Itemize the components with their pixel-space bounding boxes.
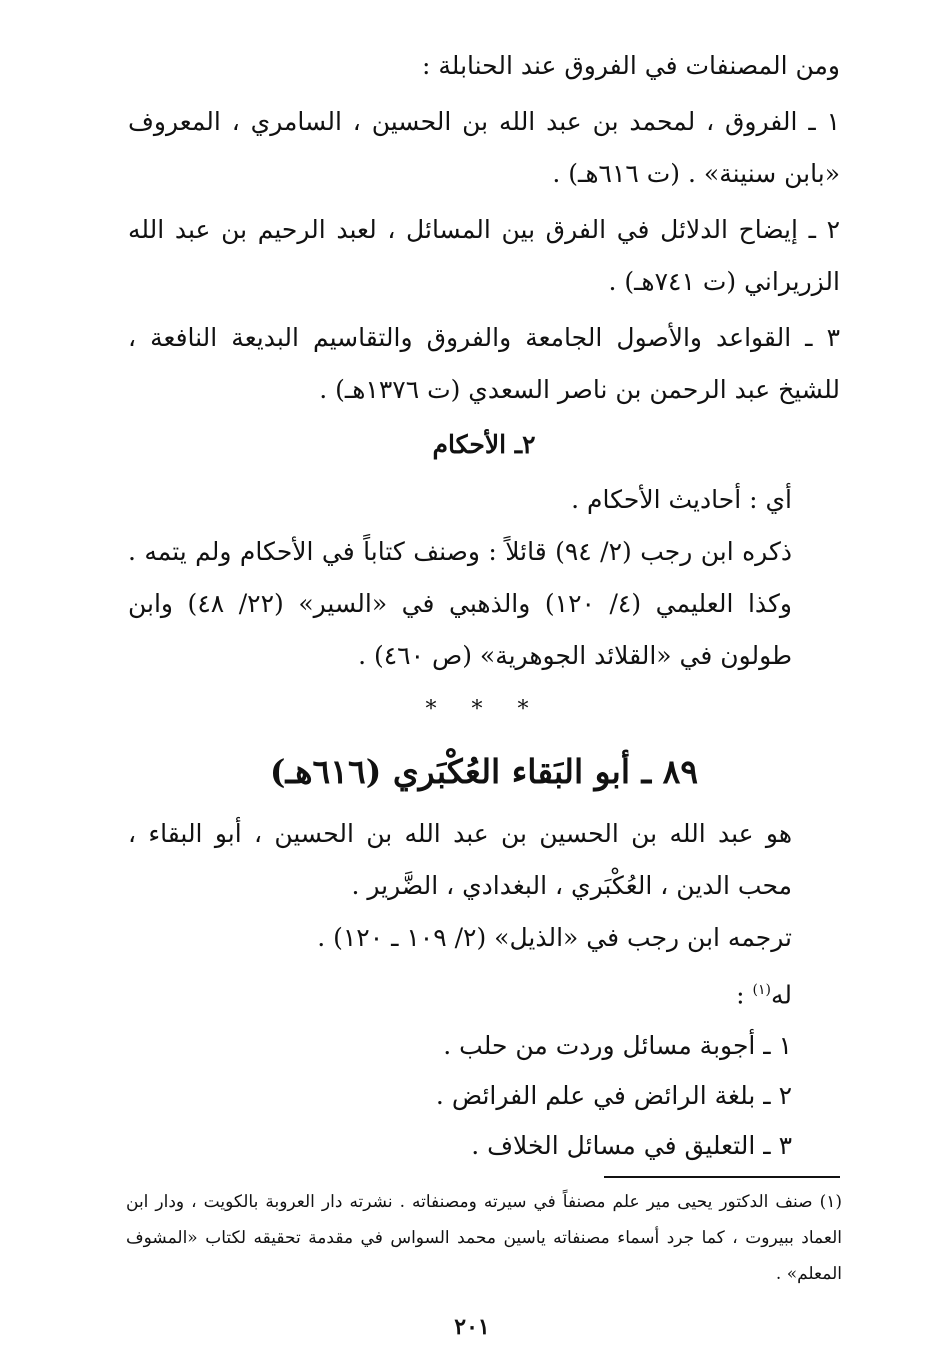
section-paragraph-1: أي : أحاديث الأحكام . [571,485,792,514]
furuq-item-1: ١ ـ الفروق ، لمحمد بن عبد الله بن الحسين ، السامري ، المعروف «بابن سنينة» . (ت ٦١٦هـ) . [128,107,840,188]
footnote-marker: (١) [752,982,771,998]
footnote: (١) صنف الدكتور يحيى مير علم مصنفاً في سيرته ومصنفاته . نشرته دار العروبة بالكويت ، ودار ابن العماد ببيروت ، كما جرد أسماء مصنفاته ياسين محمد السواس في مقدمة تحقيقه لكتاب «المشوف المعلم» . [126,1192,842,1284]
page-body [128,40,840,1171]
works-intro-text: له [770,980,792,1010]
biography-paragraph: هو عبد الله بن الحسين بن عبد الله بن الحسين ، أبو البقاء ، محب الدين ، العُكْبَري ، البغدادي ، الضَّرير . [128,819,792,900]
page-number: ٢٠١ [454,1314,490,1340]
intro-line: ومن المصنفات في الفروق عند الحنابلة : [422,51,840,80]
section-title: ٢ـ الأحكام [432,430,536,459]
section-paragraph-2: ذكره ابن رجب (٢/ ٩٤) قائلاً : وصنف كتاباً في الأحكام ولم يتمه . وكذا العليمي (٤/ ١٢٠) والذهبي في «السير» (٢٢/ ٤٨) وابن طولون في «القلائد الجوهرية» (ص ٤٦٠) . [128,537,793,670]
works-intro-colon: : [736,980,753,1010]
separator-stars: * * * [425,697,543,722]
biography-translation: ترجمه ابن رجب في «الذيل» (٢/ ١٠٩ ـ ١٢٠) . [317,923,792,952]
works-intro [128,964,840,1021]
works-item-1: ١ ـ أجوبة مسائل وردت من حلب . [443,1031,792,1061]
works-item-3: ٣ ـ التعليق في مسائل الخلاف . [471,1131,792,1161]
works-item-2: ٢ ـ بلغة الرائض في علم الفرائض . [435,1081,792,1111]
furuq-item-2: ٢ ـ إيضاح الدلائل في الفرق بين المسائل ، لعبد الرحيم بن عبد الله الزريراني (ت ٧٤١هـ) . [128,215,840,296]
works-list [128,1021,840,1171]
biography-title: ٨٩ ـ أبو البَقاء العُكْبَري (٦١٦هـ) [269,752,699,791]
furuq-item-3: ٣ ـ القواعد والأصول الجامعة والفروق والتقاسيم البديعة النافعة ، للشيخ عبد الرحمن بن ناصر السعدي (ت ١٣٧٦هـ) . [128,323,840,404]
footnote-divider [604,1176,840,1178]
